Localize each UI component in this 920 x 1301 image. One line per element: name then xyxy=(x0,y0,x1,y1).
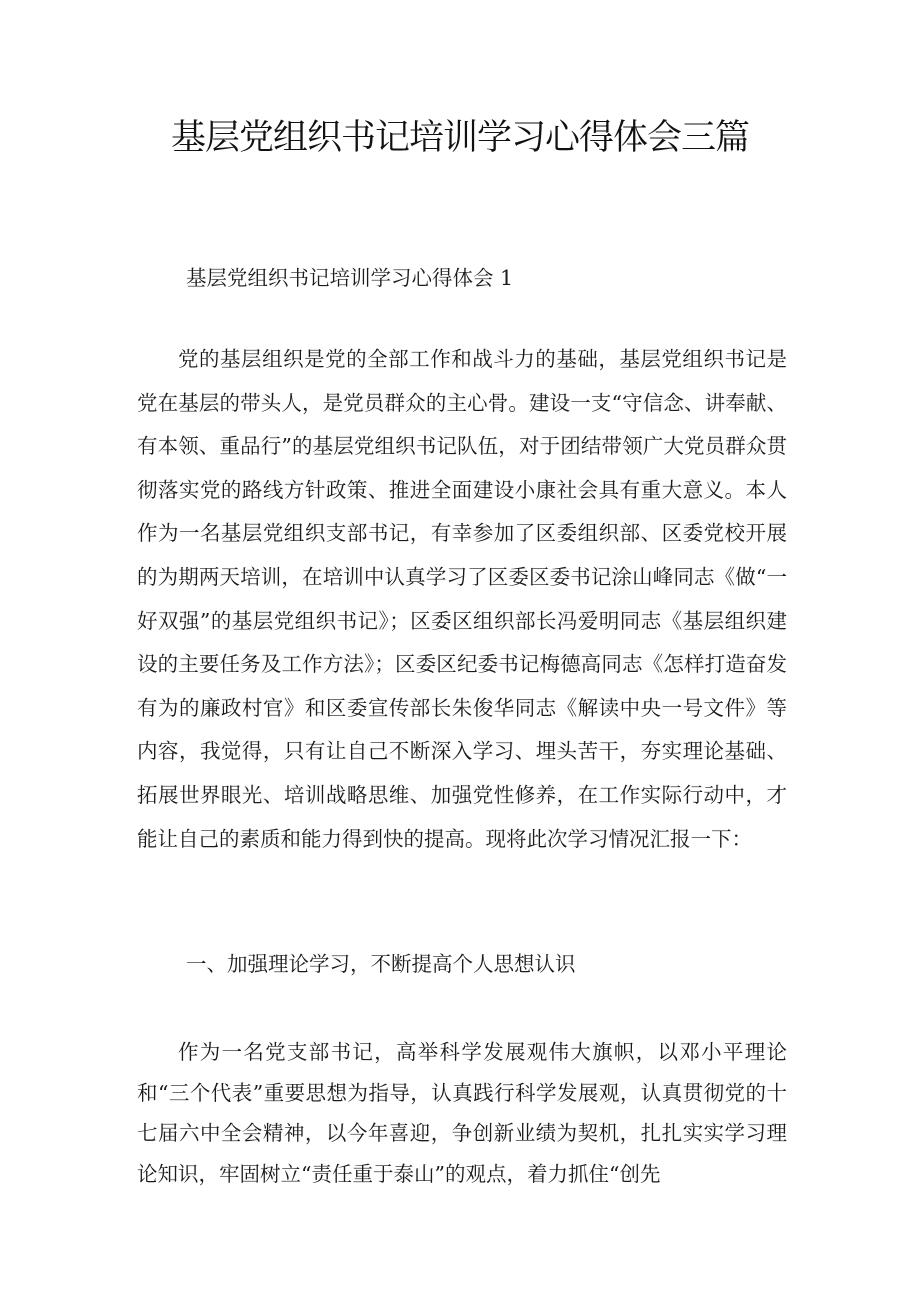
article-subtitle: 基层党组织书记培训学习心得体会 1 xyxy=(186,266,514,290)
body-paragraph-theory: 作为一名党支部书记，高举科学发展观伟大旗帜，以邓小平理论和“三个代表”重要思想为指导，认真践行科学发展观，认真贯彻党的十七届六中全会精神，以今年喜迎，争创新业绩为契机，扎扎实实学习理论知识，牢固树立“责任重于泰山”的观点，着力抓住“创先 xyxy=(137,1040,787,1186)
body-paragraph-intro: 党的基层组织是党的全部工作和战斗力的基础，基层党组织书记是党在基层的带头人，是党员群众的主心骨。建设一支“守信念、讲奉献、有本领、重品行”的基层党组织书记队伍，对于团结带领广大党员群众贯彻落实党的路线方针政策、推进全面建设小康社会具有重大意义。本人作为一名基层党组织支部书记，有幸参加了区委组织部、区委党校开展的为期两天培训，在培训中认真学习了区委区委书记涂山峰同志《做“一好双强”的基层党组织书记》；区委区组织部长冯爱明同志《基层组织建设的主要任务及工作方法》；区委区纪委书记梅德高同志《怎样打造奋发有为的廉政村官》和区委宣传部长朱俊华同志《解读中央一号文件》等内容，我觉得，只有让自己不断深入学习、埋头苦干，夯实理论基础、拓展世界眼光、培训战略思维、加强党性修养，在工作实际行动中，才能让自己的素质和能力得到快的提高。现将此次学习情况汇报一下： xyxy=(137,347,787,851)
section-heading: 一、加强理论学习，不断提高个人思想认识 xyxy=(186,952,576,976)
document-title: 基层党组织书记培训学习心得体会三篇 xyxy=(170,118,749,158)
